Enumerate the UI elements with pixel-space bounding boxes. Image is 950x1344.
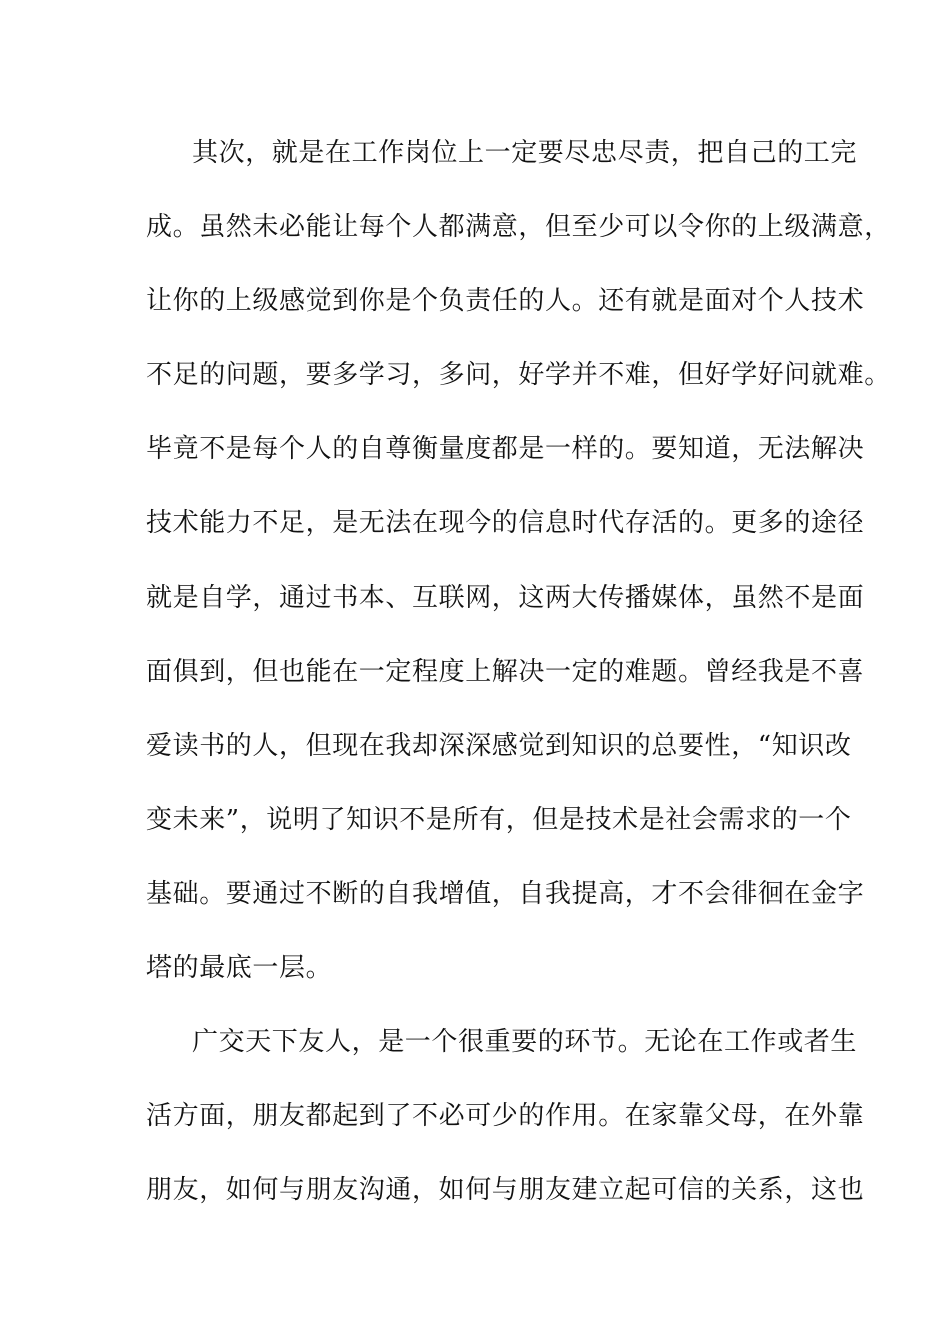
paragraph-1-line-2: 成。虽然未必能让每个人都满意，但至少可以令你的上级满意， bbox=[146, 212, 891, 242]
paragraph-1-line-11: 基础。要通过不断的自我增值，自我提高，才不会徘徊在金字 bbox=[146, 879, 865, 909]
paragraph-1-line-7: 就是自学，通过书本、互联网，这两大传播媒体，虽然不是面 bbox=[146, 583, 865, 613]
paragraph-1-line-8: 面俱到，但也能在一定程度上解决一定的难题。曾经我是不喜 bbox=[146, 657, 865, 687]
paragraph-1-line-5: 毕竟不是每个人的自尊衡量度都是一样的。要知道，无法解决 bbox=[146, 434, 865, 464]
paragraph-2-line-1: 广交天下友人，是一个很重要的环节。无论在工作或者生 bbox=[192, 1027, 858, 1057]
paragraph-1-line-12: 塔的最底一层。 bbox=[146, 953, 333, 983]
paragraph-1-line-1: 其次，就是在工作岗位上一定要尽忠尽责，把自己的工完 bbox=[192, 138, 858, 168]
paragraph-2-line-2: 活方面，朋友都起到了不必可少的作用。在家靠父母，在外靠 bbox=[146, 1101, 865, 1131]
paragraph-1-line-10: 变未来”，说明了知识不是所有，但是技术是社会需求的一个 bbox=[146, 805, 852, 835]
paragraph-2-line-3: 朋友，如何与朋友沟通，如何与朋友建立起可信的关系，这也 bbox=[146, 1175, 865, 1205]
paragraph-1-line-3: 让你的上级感觉到你是个负责任的人。还有就是面对个人技术 bbox=[146, 286, 865, 316]
paragraph-1-line-4: 不足的问题，要多学习，多问，好学并不难，但好学好问就难。 bbox=[146, 360, 891, 390]
paragraph-1-line-6: 技术能力不足，是无法在现今的信息时代存活的。更多的途径 bbox=[146, 508, 865, 538]
paragraph-1-line-9: 爱读书的人，但现在我却深深感觉到知识的总要性，“知识改 bbox=[146, 731, 852, 761]
